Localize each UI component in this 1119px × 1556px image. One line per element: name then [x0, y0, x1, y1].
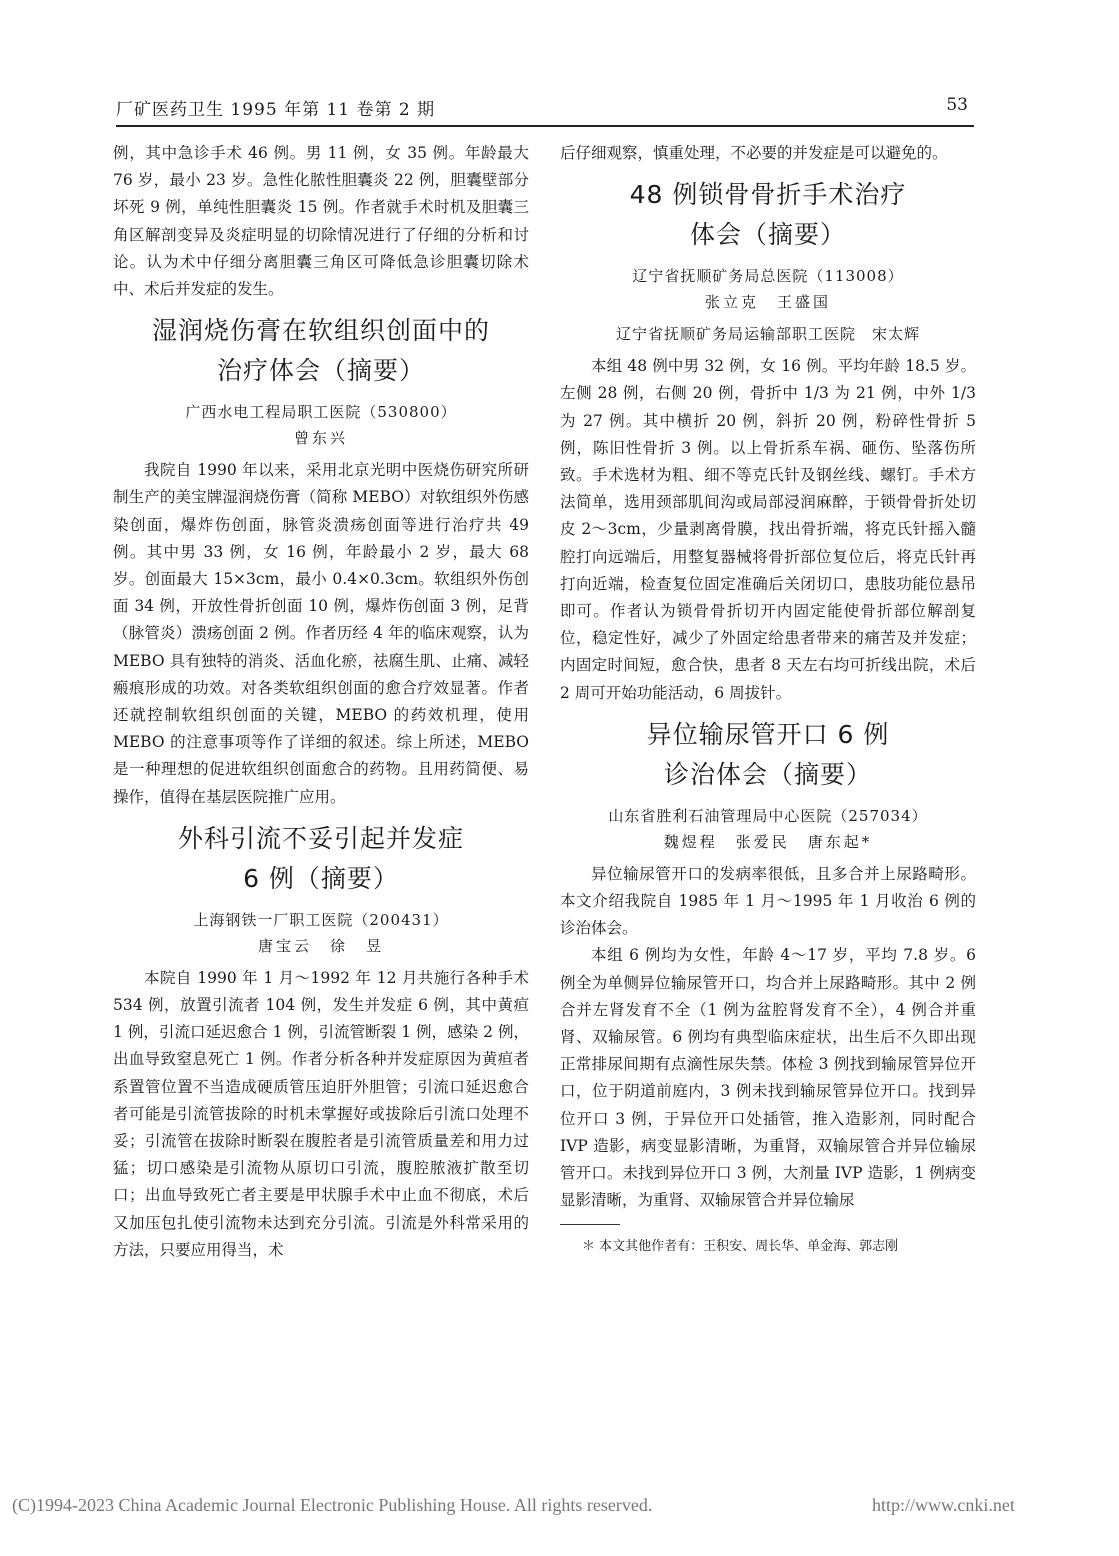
article-title	[560, 175, 976, 255]
article-title-line: 外科引流不妥引起并发症	[177, 823, 464, 853]
author: 魏煜程 张爱民 唐东起*	[663, 832, 873, 851]
affiliation: 上海钢铁一厂职工医院（200431）	[193, 910, 449, 929]
author: 唐宝云 徐 昱	[257, 936, 384, 955]
article-body: 异位输尿管开口的发病率很低，且多合并上尿路畸形。本文介绍我院自 1985 年 1 月～1995 年 1 月收治 6 例的诊治体会。	[560, 864, 976, 938]
running-header	[116, 95, 974, 127]
footnote: ＊ 本文其他作者有：王积安、周长华、单金海、郭志刚	[582, 1239, 899, 1255]
right-column	[560, 140, 976, 1257]
affiliation: 辽宁省抚顺矿务局总医院（113008）	[632, 267, 904, 286]
page-number: 53	[946, 95, 968, 115]
continued-paragraph: 例，其中急诊手术 46 例。男 11 例，女 35 例。年龄最大 76 岁，最小 23 岁。急性化脓性胆囊炎 22 例，胆囊壁部分坏死 9 例，单纯性胆囊炎 15 例。作者就手术时机及胆囊三角区解剖变异及炎症明显的切除情况进行了仔细的分析和讨论。认为术中仔细分离胆囊三角区可降低急诊胆囊切除术中、术后并发症的发生。	[113, 144, 529, 299]
article-title-line: 异位输尿管开口 6 例	[646, 719, 890, 749]
author: 张立克 王盛国	[704, 293, 831, 312]
continued-paragraph: 后仔细观察，慎重处理，不必要的并发症是可以避免的。	[560, 144, 948, 162]
article-title-line: 48 例锁骨骨折手术治疗	[629, 180, 907, 210]
article-title	[560, 715, 976, 795]
article-title-line: 诊治体会（摘要）	[663, 759, 872, 789]
article-title	[113, 819, 529, 899]
journal-title: 厂矿医药卫生 1995 年第 11 卷第 2 期	[116, 100, 436, 120]
article-title-line: 体会（摘要）	[689, 220, 846, 250]
article-body: 本组 48 例中男 32 例，女 16 例。平均年龄 18.5 岁。左侧 28 例，右侧 20 例，骨折中 1/3 为 21 例，中外 1/3 为 27 例。其中横折 20 例，斜折 20 例，粉碎性骨折 5 例，陈旧性骨折 3 例。以上骨折系车祸、砸伤、坠落伤所致。手术选材为粗、细不等克氏针及钢丝线、螺钉。手术方法简单，选用颈部肌间沟或局部浸润麻醉，于锁骨骨折处切皮 2～3cm，少量剥离骨膜，找出骨折端，将克氏针摇入髓腔打向远端后，用整复器械将骨折部位复位后，将克氏针再打向近端，检查复位固定准确后关闭切口，患肢功能位悬吊即可。作者认为锁骨骨折切开内固定能使骨折部位解剖复位，稳定性好，减少了外固定给患者带来的痛苦及并发症；内固定时间短，愈合快，患者 8 天左右均可折线出院，术后 2 周可开始功能活动，6 周拔针。	[560, 357, 976, 702]
article-body: 本组 6 例均为女性，年龄 4～17 岁，平均 7.8 岁。6 例全为单侧异位输尿管开口，均合并上尿路畸形。其中 2 例合并左肾发育不全（1 例为盆腔肾发育不全），4 例合并重肾、双输尿管。6 例均有典型临床症状，出生后不久即出现正常排尿间期有点滴性尿失禁。体检 3 例找到输尿管异位开口，位于阴道前庭内，3 例未找到输尿管异位开口。找到异位开口 3 例，于异位开口处插管，推入造影剂，同时配合 IVP 造影，病变显影清晰，为重肾，双输尿管合并异位输尿管开口。未找到异位开口 3 例，大剂量 IVP 造影，1 例病变显影清晰，为重肾、双输尿管合并异位输尿	[560, 946, 976, 1210]
article-title-line: 湿润烧伤膏在软组织创面中的	[151, 316, 490, 346]
footnote-divider	[560, 1224, 620, 1225]
article-title	[113, 311, 529, 391]
left-column	[113, 140, 529, 1264]
affiliation: 辽宁省抚顺矿务局运输部职工医院 宋太辉	[615, 325, 920, 344]
affiliation: 山东省胜利石油管理局中心医院（257034）	[608, 806, 928, 825]
article-body: 我院自 1990 年以来，采用北京光明中医烧伤研究所研制生产的美宝牌湿润烧伤膏（简称 MEBO）对软组织外伤感染创面，爆炸伤创面，脉管炎溃疡创面等进行治疗共 49 例。其中男 33 例，女 16 例，年龄最小 2 岁，最大 68 岁。创面最大 15×3cm，最小 0.4×0.3cm。软组织外伤创面 34 例，开放性骨折创面 10 例，爆炸伤创面 3 例，足背（脉管炎）溃疡创面 2 例。作者历经 4 年的临床观察，认为 MEBO 具有独特的消炎、活血化瘀，祛腐生肌、止痛、减轻瘢痕形成的功效。对各类软组织创面的愈合疗效显著。作者还就控制软组织创面的关键，MEBO 的药效机理，使用 MEBO 的注意事项等作了详细的叙述。综上所述，MEBO 是一种理想的促进软组织创面愈合的药物。且用药简便、易操作，值得在基层医院推广应用。	[113, 461, 529, 806]
author: 曾东兴	[293, 429, 348, 448]
copyright-text: (C)1994-2023 China Academic Journal Electronic Publishing House. All rights reserved.	[12, 1495, 653, 1515]
article-body: 本院自 1990 年 1 月～1992 年 12 月共施行各种手术 534 例，放置引流者 104 例，发生并发症 6 例，其中黄疸 1 例，引流口延迟愈合 1 例，引流管断裂 1 例，感染 2 例，出血导致窒息死亡 1 例。作者分析各种并发症原因为黄疸者系置管位置不当造成硬质管压迫肝外胆管；引流口延迟愈合者可能是引流管拔除的时机未掌握好或拔除后引流口处理不妥；引流管在拔除时断裂在腹腔者是引流管质量差和用力过猛；切口感染是引流物从原切口引流，腹腔脓液扩散至切口；出血导致死亡者主要是甲状腺手术中止血不彻底，术后又加压包扎使引流物未达到充分引流。引流是外科常采用的方法，只要应用得当，术	[113, 968, 529, 1259]
copyright-footer	[12, 1495, 1112, 1516]
article-title-line: 治疗体会（摘要）	[216, 356, 425, 386]
article-title-line: 6 例（摘要）	[243, 863, 399, 893]
affiliation: 广西水电工程局职工医院（530800）	[185, 403, 457, 422]
website-link[interactable]: http://www.cnki.net	[872, 1495, 1015, 1515]
